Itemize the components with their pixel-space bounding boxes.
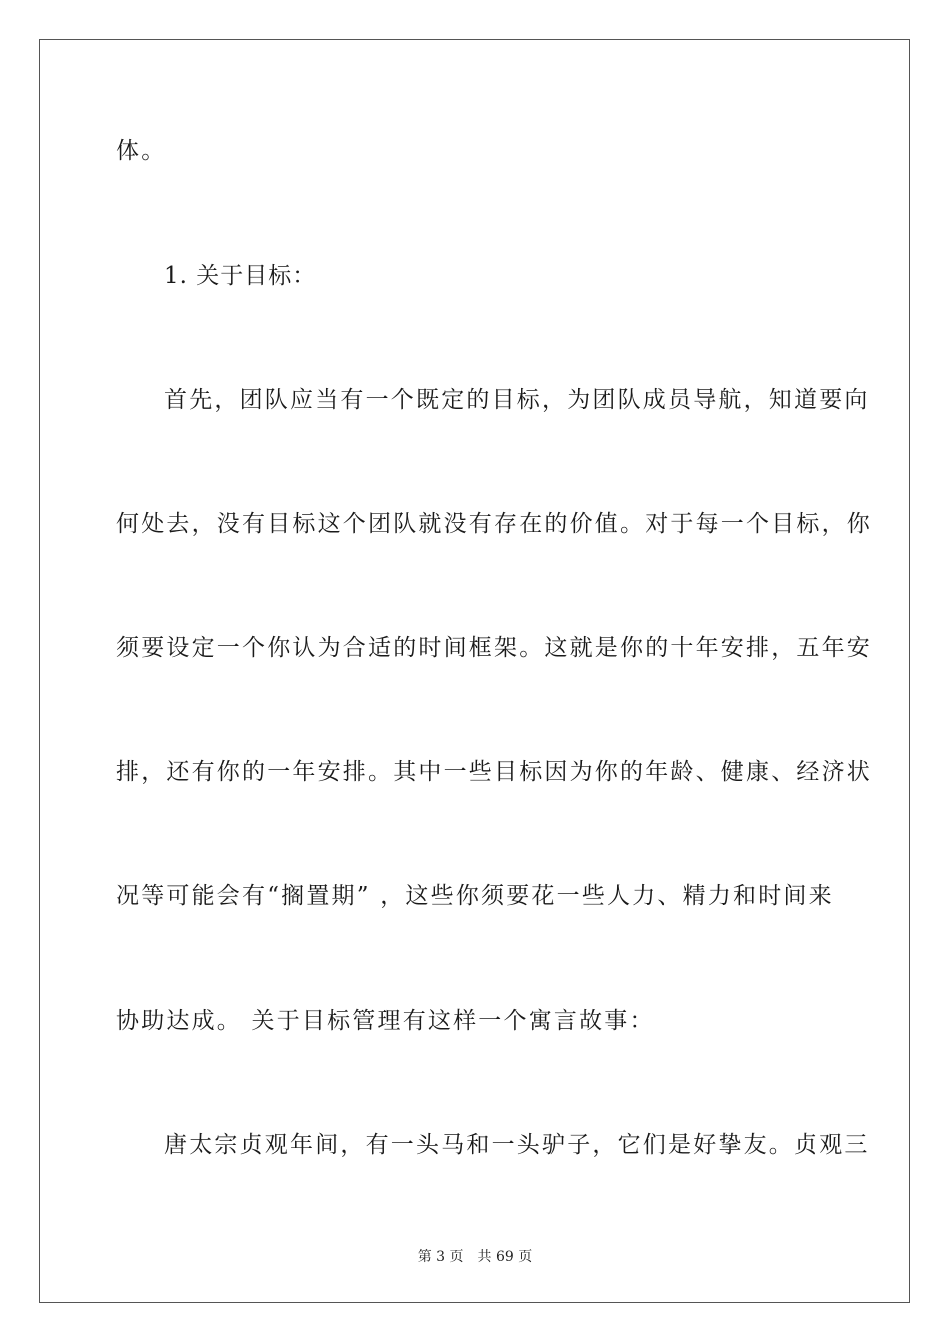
body-text-line: 首先，团队应当有一个既定的目标，为团队成员导航，知道要向 bbox=[164, 387, 870, 413]
body-text-line: 何处去，没有目标这个团队就没有存在的价值。对于每一个目标，你 bbox=[116, 511, 872, 537]
section-heading: 1. 关于目标： bbox=[164, 263, 317, 289]
body-text-line: 协助达成。 关于目标管理有这样一个寓言故事： bbox=[116, 1008, 655, 1034]
body-text-line: 须要设定一个你认为合适的时间框架。这就是你的十年安排，五年安 bbox=[116, 635, 872, 661]
page-total: 共 69 页 bbox=[477, 1249, 533, 1265]
body-text-line: 况等可能会有“搁置期” ，这些你须要花一些人力、精力和时间来 bbox=[116, 883, 834, 909]
page-border bbox=[39, 39, 910, 1303]
page-number: 第 3 页 bbox=[417, 1249, 464, 1265]
body-text-line: 唐太宗贞观年间，有一头马和一头驴子，它们是好挚友。贞观三 bbox=[164, 1132, 870, 1158]
page-footer bbox=[0, 1247, 950, 1267]
body-text-line: 体。 bbox=[116, 138, 167, 164]
body-text-line: 排，还有你的一年安排。其中一些目标因为你的年龄、健康、经济状 bbox=[116, 759, 872, 785]
